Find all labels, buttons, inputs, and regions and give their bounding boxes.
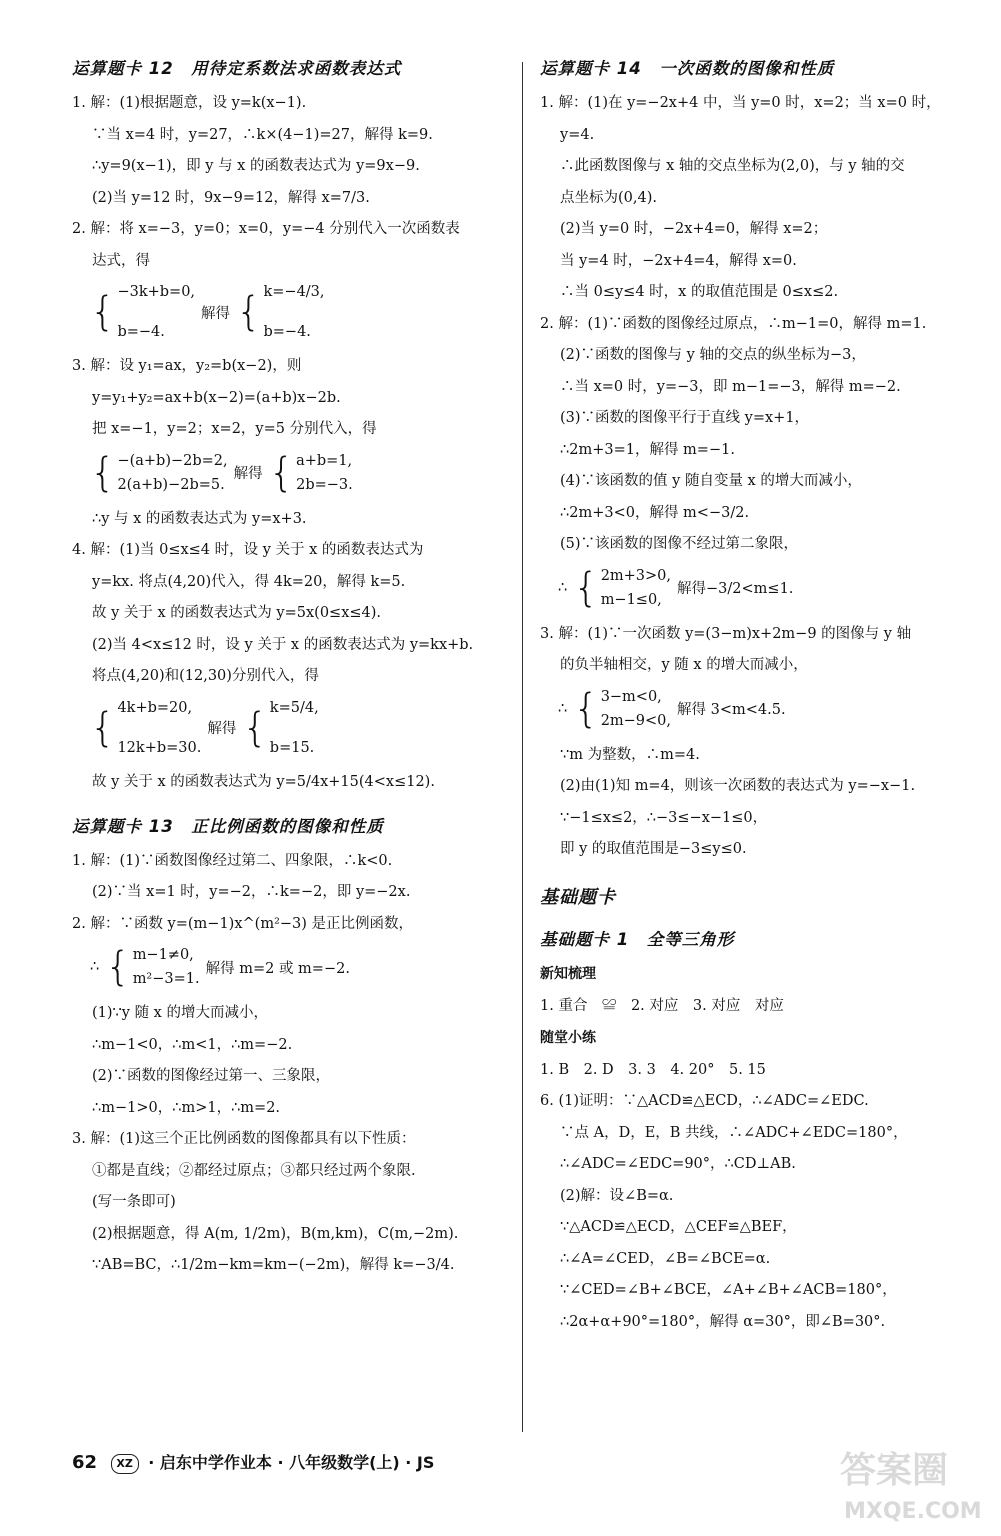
- column-divider: [522, 62, 523, 1432]
- text-line: 3. 解：(1)∵一次函数 y=(3−m)x+2m−9 的图像与 y 轴: [540, 625, 912, 642]
- text-line: (1)∵y 随 x 的增大而减小，: [92, 1005, 268, 1021]
- text-line: ∴2m+3<0，解得 m<−3/2.: [560, 504, 750, 521]
- text-line: ∴m−1<0，∴m<1，∴m=−2.: [92, 1036, 293, 1053]
- text-line: 4. 解：(1)当 0≤x≤4 时，设 y 关于 x 的函数表达式为: [72, 542, 424, 558]
- page-number: 62: [72, 1452, 98, 1473]
- text-line: (2)由(1)知 m=4，则该一次函数的表达式为 y=−x−1.: [560, 778, 916, 794]
- text-line: y=y₁+y₂=ax+b(x−2)=(a+b)x−2b.: [92, 389, 341, 406]
- text-line: (4)∵该函数的值 y 随自变量 x 的增大而减小，: [560, 473, 862, 489]
- text-line: (写一条即可): [92, 1194, 176, 1210]
- text-line: 2. 解：将 x=−3，y=0；x=0，y=−4 分别代入一次函数表: [72, 221, 460, 237]
- text-line: ∴2α+α+90°=180°，解得 α=30°，即∠B=30°.: [560, 1313, 886, 1330]
- right-column: [540, 58, 985, 1342]
- left-column: [72, 58, 512, 1286]
- section-heading-basic: 基础题卡: [540, 887, 616, 908]
- book-title: · 启东中学作业本 · 八年级数学(上) · JS: [148, 1453, 435, 1472]
- text-line: 1. 解：(1)∵函数图像经过第二、四象限，∴k<0.: [72, 852, 393, 869]
- subheading: 随堂小练: [540, 1029, 596, 1046]
- text-line: 即 y 的取值范围是−3≤y≤0.: [560, 841, 747, 857]
- text-line: (5)∵该函数的图像不经过第二象限，: [560, 536, 799, 552]
- text-line: (2)根据题意，得 A(m, 1/2m)，B(m,km)，C(m,−2m).: [92, 1225, 459, 1242]
- text-line: ∴当 x=0 时，y=−3，即 m−1=−3，解得 m=−2.: [560, 378, 901, 395]
- equation-system: ∴ { 2m+3>0, m−1≤0, 解得−3/2<m≤1.: [558, 564, 794, 611]
- text-line: (2)∵当 x=1 时，y=−2，∴k=−2，即 y=−2x.: [92, 884, 411, 900]
- text-line: 故 y 关于 x 的函数表达式为 y=5x(0≤x≤4).: [92, 605, 382, 621]
- text-line: 将点(4,20)和(12,30)分别代入，得: [92, 668, 319, 684]
- text-line: (2)∵函数的图像经过第一、三象限，: [92, 1068, 331, 1084]
- watermark-line2: MXQE.COM: [844, 1499, 982, 1524]
- text-line: ∵AB=BC，∴1/2m−km=km−(−2m)，解得 k=−3/4.: [92, 1257, 455, 1273]
- text-line: ∴此函数图像与 x 轴的交点坐标为(2,0)，与 y 轴的交: [560, 158, 905, 174]
- text-line: ∴y=9(x−1)，即 y 与 x 的函数表达式为 y=9x−9.: [92, 158, 420, 174]
- equation-system: { 4k+b=20, 12k+b=30. 解得 { k=5/4, b=15.: [90, 699, 319, 756]
- text-line: 1. 重合 ≌ 2. 对应 3. 对应 对应: [540, 998, 784, 1014]
- text-line: (3)∵函数的图像平行于直线 y=x+1，: [560, 410, 810, 426]
- equation-system: ∴ { 3−m<0, 2m−9<0, 解得 3<m<4.5.: [558, 685, 786, 732]
- equation-system: { −3k+b=0, b=−4. 解得 { k=−4/3, b=−4.: [90, 284, 325, 340]
- text-line: 6. (1)证明：∵△ACD≌△ECD，∴∠ADC=∠EDC.: [540, 1093, 869, 1109]
- text-line: ∴∠ADC=∠EDC=90°，∴CD⊥AB.: [560, 1156, 796, 1172]
- watermark-line1: 答案圈: [840, 1450, 949, 1491]
- text-line: 的负半轴相交，y 随 x 的增大而减小，: [560, 657, 808, 673]
- text-line: ①都是直线；②都经过原点；③都只经过两个象限.: [92, 1162, 416, 1179]
- section-title-13: 运算题卡 13 正比例函数的图像和性质: [72, 816, 384, 836]
- text-line: 1. 解：(1)在 y=−2x+4 中，当 y=0 时，x=2；当 x=0 时，: [540, 95, 941, 111]
- text-line: y=kx. 将点(4,20)代入，得 4k=20，解得 k=5.: [92, 573, 406, 590]
- text-line: 2. 解：(1)∵函数的图像经过原点，∴m−1=0，解得 m=1.: [540, 315, 927, 332]
- text-line: 2. 解：∵函数 y=(m−1)x^(m²−3) 是正比例函数，: [72, 915, 414, 932]
- text-line: 1. B 2. D 3. 3 4. 20° 5. 15: [540, 1061, 766, 1078]
- text-line: 1. 解：(1)根据题意，设 y=k(x−1).: [72, 95, 307, 111]
- text-line: ∴m−1>0，∴m>1，∴m=2.: [92, 1099, 281, 1116]
- section-title-12: 运算题卡 12 用待定系数法求函数表达式: [72, 59, 402, 78]
- subheading: 新知梳理: [540, 966, 596, 982]
- text-line: 达式，得: [92, 252, 150, 269]
- text-line: ∵△ACD≌△ECD，△CEF≌△BEF，: [560, 1219, 797, 1235]
- text-line: 故 y 关于 x 的函数表达式为 y=5/4x+15(4<x≤12).: [92, 773, 435, 790]
- text-line: y=4.: [560, 126, 595, 143]
- section-title-basic-1: 基础题卡 1 全等三角形: [540, 930, 735, 949]
- text-line: ∵m 为整数，∴m=4.: [560, 746, 700, 763]
- text-line: ∴y 与 x 的函数表达式为 y=x+3.: [92, 510, 307, 527]
- text-line: 3. 解：设 y₁=ax，y₂=b(x−2)，则: [72, 358, 302, 374]
- publisher-logo: XZ: [111, 1454, 139, 1474]
- text-line: ∵∠CED=∠B+∠BCE，∠A+∠B+∠ACB=180°，: [560, 1282, 897, 1298]
- section-title-14: 运算题卡 14 一次函数的图像和性质: [540, 59, 835, 78]
- text-line: ∴∠A=∠CED，∠B=∠BCE=α.: [560, 1250, 771, 1267]
- text-line: (2)∵函数的图像与 y 轴的交点的纵坐标为−3，: [560, 347, 866, 363]
- text-line: ∴2m+3=1，解得 m=−1.: [560, 441, 735, 458]
- text-line: (2)当 4<x≤12 时，设 y 关于 x 的函数表达式为 y=kx+b.: [92, 636, 474, 653]
- text-line: 把 x=−1，y=2；x=2，y=5 分别代入，得: [92, 421, 377, 437]
- text-line: 3. 解：(1)这三个正比例函数的图像都具有以下性质：: [72, 1131, 416, 1147]
- text-line: ∵−1≤x≤2，∴−3≤−x−1≤0，: [560, 809, 768, 826]
- equation-system: { −(a+b)−2b=2, 2(a+b)−2b=5. 解得 { a+b=1, 2b=−3.: [90, 449, 353, 496]
- text-line: ∵点 A，D，E，B 共线，∴∠ADC+∠EDC=180°，: [560, 1124, 908, 1141]
- text-line: ∴当 0≤y≤4 时，x 的取值范围是 0≤x≤2.: [560, 284, 839, 300]
- text-line: (2)当 y=0 时，−2x+4=0，解得 x=2；: [560, 221, 828, 237]
- text-line: ∵当 x=4 时，y=27，∴k×(4−1)=27，解得 k=9.: [92, 126, 433, 143]
- text-line: (2)解：设∠B=α.: [560, 1187, 674, 1204]
- text-line: 当 y=4 时，−2x+4=4，解得 x=0.: [560, 252, 797, 269]
- text-line: (2)当 y=12 时，9x−9=12，解得 x=7/3.: [92, 189, 370, 206]
- watermark-logo: [830, 1430, 990, 1530]
- page-footer: [72, 1450, 434, 1474]
- equation-system: ∴ { m−1≠0, m²−3=1. 解得 m=2 或 m=−2.: [90, 944, 350, 990]
- text-line: 点坐标为(0,4).: [560, 189, 657, 206]
